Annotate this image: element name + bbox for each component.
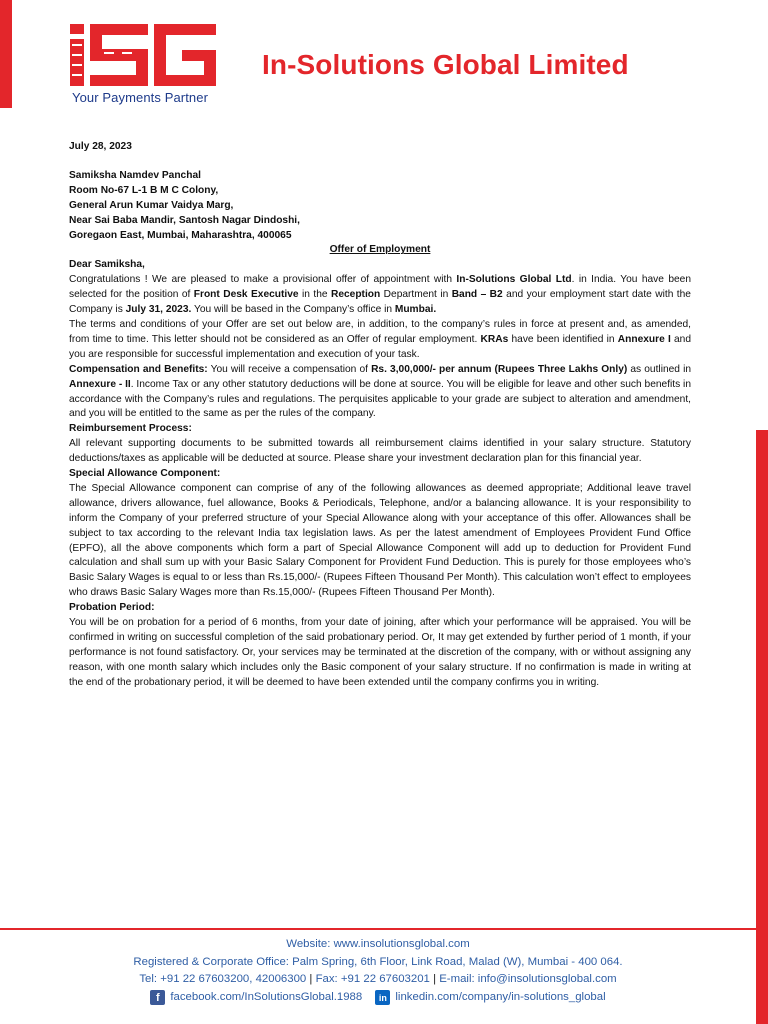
recipient-address: [69, 169, 691, 244]
reimbursement-section: Reimbursement Process: All relevant supporting documents to be submitted towards all reimbursement claims identified in your salary structure. Statutory deductions/taxes as applicable will be deducted at source. Please share your investment declaration plan for this financial year.: [69, 423, 691, 465]
linkedin-link[interactable]: in linkedin.com/company/in-solutions_global: [375, 989, 605, 1007]
company-tagline: Your Payments Partner: [72, 90, 209, 105]
letter-body: [69, 140, 691, 691]
facebook-link[interactable]: f facebook.com/InSolutionsGlobal.1988: [150, 989, 362, 1007]
intro-paragraph: Congratulations ! We are pleased to make a provisional offer of appointment with In-Solutions Global Ltd. in India. You have been selected for the position of Front Desk Executive in the Reception Department in Band – B2 and your employment start date with the Company is July 31, 2023. You will be based in the Company’s office in Mumbai.: [69, 274, 691, 316]
address-line: Room No-67 L-1 B M C Colony,: [69, 184, 219, 196]
right-accent-bar: [756, 430, 768, 1024]
letter-date: July 28, 2023: [69, 141, 132, 152]
probation-title: Probation Period:: [69, 602, 155, 614]
address-line: General Arun Kumar Vaidya Marg,: [69, 199, 234, 211]
footer-separator: |: [433, 973, 437, 986]
compensation-paragraph: Compensation and Benefits: You will receive a compensation of Rs. 3,00,000/- per annum (Rupees Three Lakhs Only) as outlined in Annexure - II. Income Tax or any other statutory deductions will be done at source. You will be eligible for leave and other such benefits in accordance with the Company’s rules and regulations. The perquisites applicable to your grade are subject to alteration and amendment, and you will be entitled to the same as per the rules of the company.: [69, 363, 691, 420]
footer-website[interactable]: Website: www.insolutionsglobal.com: [286, 938, 470, 950]
letter-heading: Offer of Employment: [329, 244, 431, 256]
reimbursement-title: Reimbursement Process:: [69, 423, 192, 435]
terms-paragraph: The terms and conditions of your Offer are set out below are, in addition, to the company’s rules in force at present and, as amended, from time to time. This letter should not be considered as an Offer of regular employment. KRAs have been identified in Annexure I and you are responsible for successful implementation and execution of your task.: [69, 318, 691, 360]
footer-social: [0, 989, 756, 1008]
footer-tel: Tel: +91 22 67603200, 42006300: [139, 973, 307, 986]
compensation-title: Compensation and Benefits:: [69, 363, 208, 375]
footer-email[interactable]: E-mail: info@insolutionsglobal.com: [439, 973, 617, 986]
special-allowance-section: Special Allowance Component: The Special Allowance component can comprise of any of the following allowances as deemed appropriate; Additional leave travel allowance, drivers allowance, fuel allowance, Books & Periodicals, Telephone, and/or a balancing allowance. It is your responsibility to inform the Company of your preferred structure of your Special Allowance along with your acceptance of this offer. Allowances shall be subject to tax according to the relevant India tax legislation laws. As per the latest amendment of Employees Provident Fund Office (EPFO), all the above components which form a part of Special Allowance Component will add up to deduction for Provident Fund calculation and shall sum up with your Basic Salary Component for Provident Fund Deduction. This is purely for those employees who’s Basic Salary Wages is equal to or less than Rs.15,000/- (Rupees Fifteen Thousand Per Month). This calculation won’t effect to employees who draws Basic Salary Wages more than Rs.15,000/- (Rupees Fifteen Thousand Per Month).: [69, 468, 691, 599]
letterhead-footer: [0, 936, 756, 1008]
footer-office-address: Registered & Corporate Office: Palm Spring, 6th Floor, Link Road, Malad (W), Mumbai - 400 064.: [133, 955, 623, 968]
probation-section: Probation Period: You will be on probation for a period of 6 months, from your date of joining, after which your performance will be appraised. You will be confirmed in writing on successful completion of the said probationary period. Or, It may get extended by further period of 1 month, if your performance is not found satisfactory. Or, your services may be terminated at the discretion of the company, with or without assigning any reason, with one month salary which includes only the Basic component of your salary structure. If no confirmation is made in writing at the end of the probationary period, it will be deemed to have been extended until the company confirms you in writing.: [69, 602, 691, 688]
footer-divider: [0, 928, 768, 930]
company-name: In-Solutions Global Limited: [262, 49, 629, 80]
linkedin-icon: in: [375, 990, 390, 1005]
facebook-icon: f: [150, 990, 165, 1005]
address-line: Samiksha Namdev Panchal: [69, 169, 201, 181]
address-line: Near Sai Baba Mandir, Santosh Nagar Dindoshi,: [69, 214, 300, 226]
footer-separator: |: [309, 973, 313, 986]
left-accent-bar: [0, 0, 12, 108]
footer-fax: Fax: +91 22 67603201: [315, 973, 430, 986]
salutation: Dear Samiksha,: [69, 259, 145, 271]
special-allowance-title: Special Allowance Component:: [69, 468, 221, 480]
address-line: Goregaon East, Mumbai, Maharashtra, 400065: [69, 229, 292, 241]
footer-contacts: [0, 971, 756, 989]
